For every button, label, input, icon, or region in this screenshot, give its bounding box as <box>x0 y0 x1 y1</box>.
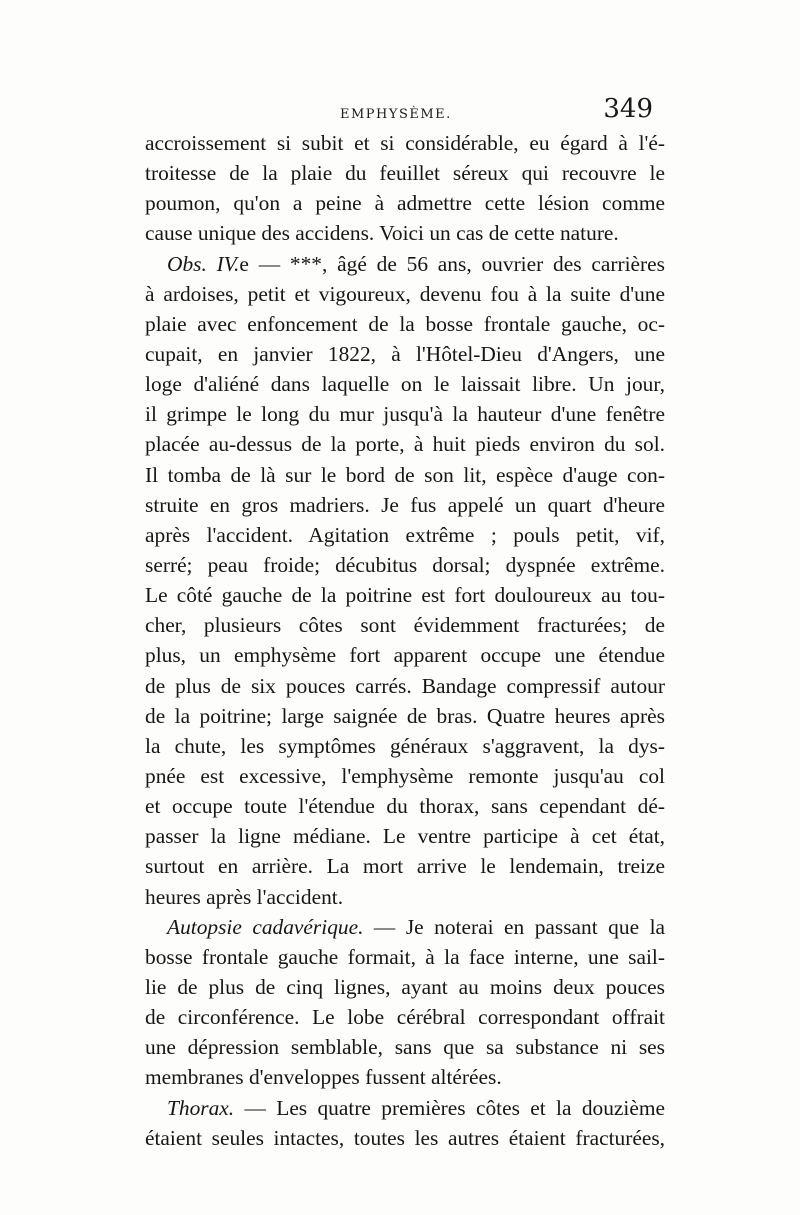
text-line <box>145 128 665 158</box>
line-text: plaie avec enfoncement de la bosse frontale gauche, oc- <box>145 311 665 336</box>
running-title: EMPHYSÈME. <box>340 107 452 122</box>
text-line <box>145 1093 665 1123</box>
line-text: cause unique des accidens. Voici un cas de cette nature. <box>145 221 619 246</box>
italic-lead: Autopsie cadavérique. <box>167 914 364 939</box>
text-line <box>145 339 665 369</box>
line-text: à ardoises, petit et vigoureux, devenu fou à la suite d'une <box>145 281 665 306</box>
text-line <box>145 550 665 580</box>
text-line <box>145 1002 665 1032</box>
line-text: loge d'aliéné dans laquelle on le laissait libre. Un jour, <box>145 372 665 397</box>
text-line <box>145 640 665 670</box>
line-text: heures après l'accident. <box>145 884 344 909</box>
line-text: accroissement si subit et si considérable, eu égard à l'é- <box>145 131 665 155</box>
page-number: 349 <box>603 94 653 124</box>
text-line <box>145 279 665 309</box>
text-line <box>145 188 665 218</box>
text-line <box>145 882 665 912</box>
line-text: après l'accident. Agitation extrême ; pouls petit, vif, <box>145 522 665 547</box>
text-line <box>145 671 665 701</box>
line-text: une dépression semblable, sans que sa substance ni ses <box>145 1035 665 1060</box>
text-line <box>145 1032 665 1062</box>
text-line <box>145 309 665 339</box>
line-text: passer la ligne médiane. Le ventre participe à cet état, <box>145 824 665 849</box>
line-text: troitesse de la plaie du feuillet séreux qui recouvre le <box>145 161 665 186</box>
line-text: cher, plusieurs côtes sont évidemment fracturées; de <box>145 613 665 638</box>
text-line <box>145 610 665 640</box>
text-line <box>145 490 665 520</box>
line-text: membranes d'enveloppes fussent altérées. <box>145 1065 502 1090</box>
line-text: de plus de six pouces carrés. Bandage compressif autour <box>145 673 665 698</box>
italic-lead: Thorax. <box>167 1095 235 1120</box>
text-line <box>145 972 665 1002</box>
line-text: Il tomba de là sur le bord de son lit, espèce d'auge con- <box>145 462 665 487</box>
text-line <box>145 429 665 459</box>
text-line <box>145 158 665 188</box>
body-text <box>145 128 665 1153</box>
text-line <box>145 580 665 610</box>
line-text: et occupe toute l'étendue du thorax, sans cependant dé- <box>145 794 665 819</box>
text-line <box>145 761 665 791</box>
line-text: plus, un emphysème fort apparent occupe une étendue <box>145 643 665 668</box>
text-line <box>145 520 665 550</box>
line-text: serré; peau froide; décubitus dorsal; dyspnée extrême. <box>145 552 665 577</box>
line-text: la chute, les symptômes généraux s'aggravent, la dys- <box>145 733 665 758</box>
text-line <box>145 851 665 881</box>
text-line <box>145 731 665 761</box>
text-line <box>145 218 665 248</box>
text-line <box>145 912 665 942</box>
line-text: — Je noterai en passant que la <box>363 914 665 939</box>
line-text: de circonférence. Le lobe cérébral correspondant offrait <box>145 1005 665 1030</box>
text-line <box>145 1123 665 1153</box>
line-text: de la poitrine; large saignée de bras. Quatre heures après <box>145 703 665 728</box>
page-header <box>145 90 665 130</box>
line-text: Le côté gauche de la poitrine est fort douloureux au tou- <box>145 583 665 608</box>
text-line <box>145 399 665 429</box>
line-text: il grimpe le long du mur jusqu'à la hauteur d'une fenêtre <box>145 402 665 427</box>
line-text: struite en gros madriers. Je fus appelé un quart d'heure <box>145 492 665 517</box>
line-text: e — ***, âgé de 56 ans, ouvrier des carrières <box>239 251 665 276</box>
text-line <box>145 791 665 821</box>
line-text: pnée est excessive, l'emphysème remonte jusqu'au col <box>145 763 665 788</box>
text-line <box>145 701 665 731</box>
text-line <box>145 821 665 851</box>
line-text: cupait, en janvier 1822, à l'Hôtel-Dieu d'Angers, une <box>145 341 665 366</box>
line-text: surtout en arrière. La mort arrive le lendemain, treize <box>145 854 665 879</box>
line-text: — Les quatre premières côtes et la douzième <box>234 1095 665 1120</box>
text-line <box>145 369 665 399</box>
text-line <box>145 942 665 972</box>
text-line <box>145 1062 665 1092</box>
text-line <box>145 460 665 490</box>
line-text: bosse frontale gauche formait, à la face interne, une sail- <box>145 944 665 969</box>
line-text: poumon, qu'on a peine à admettre cette lésion comme <box>145 191 665 216</box>
line-text: étaient seules intactes, toutes les autres étaient fracturées, <box>145 1125 665 1150</box>
line-text: placée au-dessus de la porte, à huit pieds environ du sol. <box>145 432 665 457</box>
line-text: lie de plus de cinq lignes, ayant au moins deux pouces <box>145 974 665 999</box>
text-line <box>145 249 665 279</box>
italic-lead: Obs. IV. <box>167 251 240 276</box>
